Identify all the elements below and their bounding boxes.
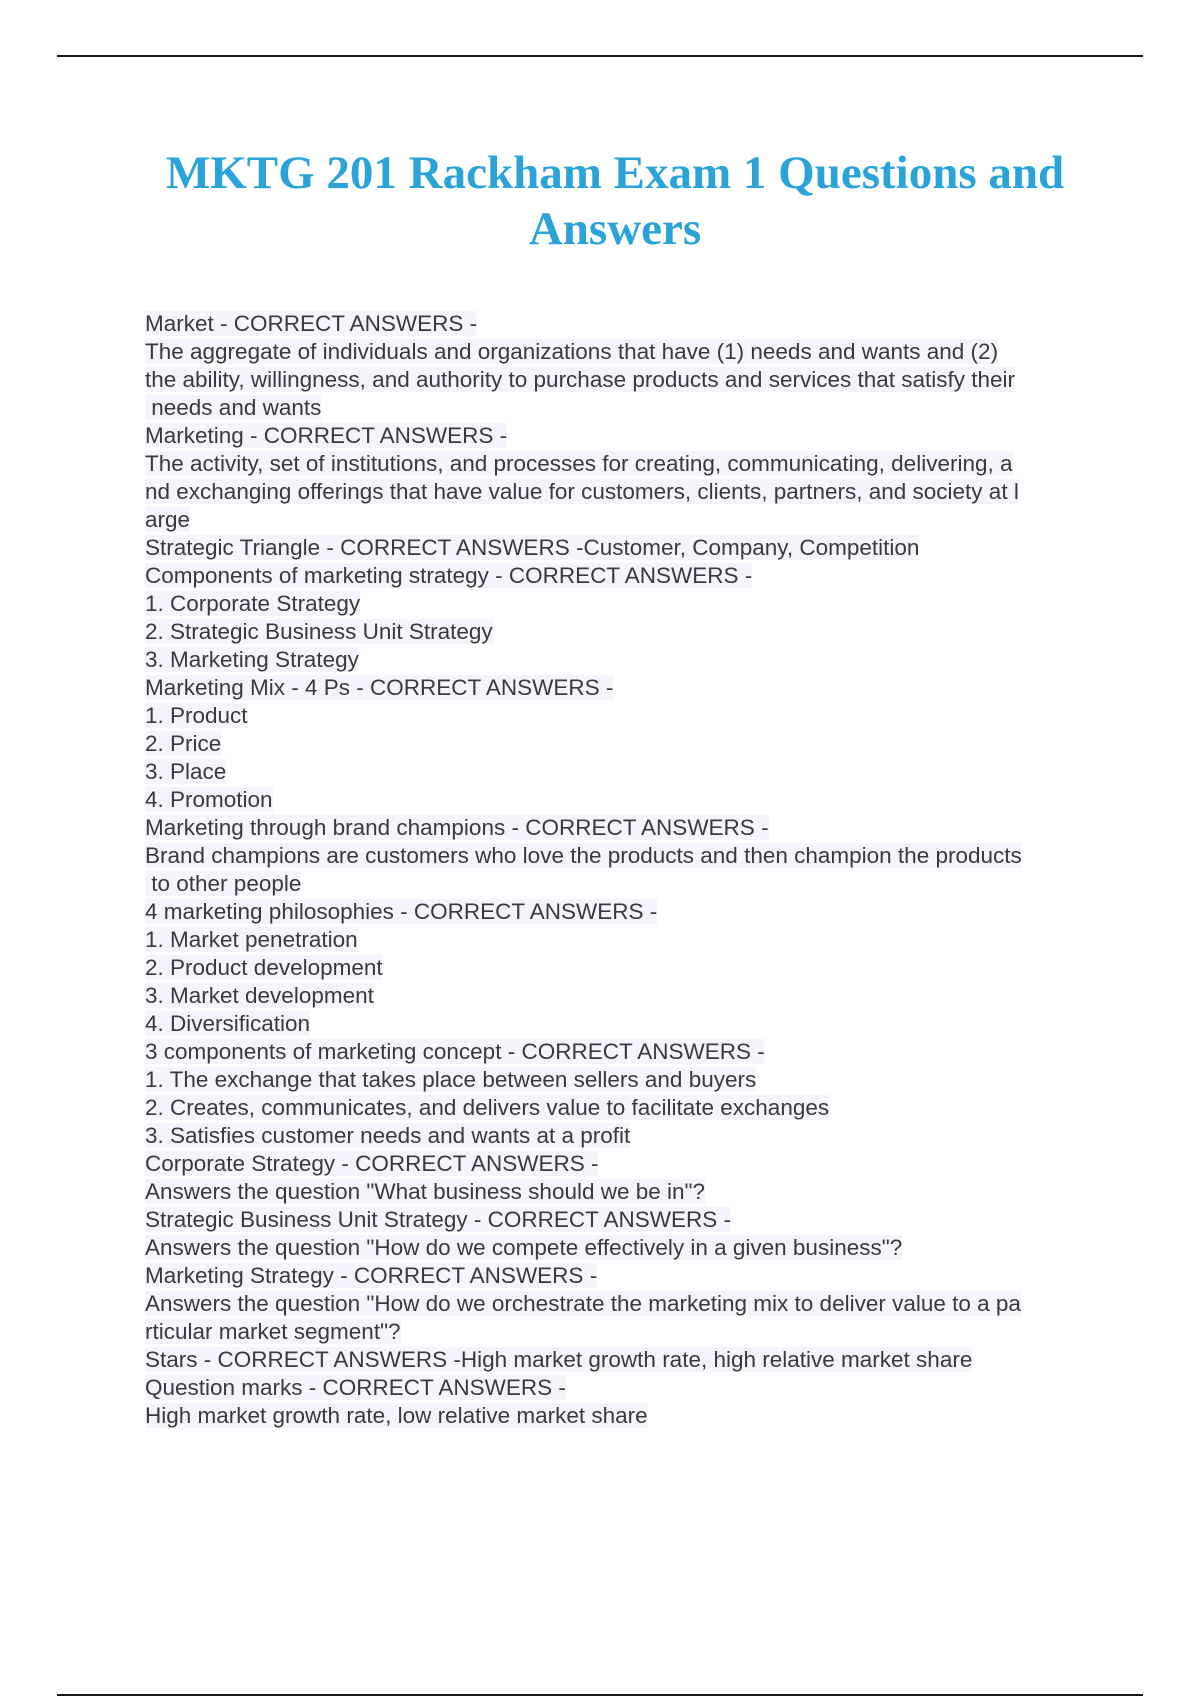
text-line: 3. Satisfies customer needs and wants at a profit [145,1123,631,1148]
text-line: Answers the question "What business should we be in"? [145,1179,706,1204]
text-line: needs and wants [145,395,322,420]
text-line: Marketing Strategy - CORRECT ANSWERS - [145,1263,598,1288]
text-line: Question marks - CORRECT ANSWERS - [145,1375,566,1400]
text-line: 3 components of marketing concept - CORRECT ANSWERS - [145,1039,765,1064]
text-line: 1. Product [145,703,248,728]
text-line: arge [145,507,191,532]
text-line: 3. Place [145,759,227,784]
text-line: 1. The exchange that takes place between sellers and buyers [145,1067,757,1092]
document-body [145,310,1095,1430]
text-line: nd exchanging offerings that have value for customers, clients, partners, and society at l [145,479,1019,504]
text-line: to other people [145,871,302,896]
text-line: High market growth rate, low relative market share [145,1403,648,1428]
text-line: 2. Strategic Business Unit Strategy [145,619,493,644]
text-line: rticular market segment"? [145,1319,401,1344]
text-line: Corporate Strategy - CORRECT ANSWERS - [145,1151,599,1176]
text-line: 2. Creates, communicates, and delivers value to facilitate exchanges [145,1095,830,1120]
text-line: 1. Market penetration [145,927,358,952]
text-line: the ability, willingness, and authority to purchase products and services that satisfy their [145,367,1016,392]
top-rule [57,55,1143,57]
text-line: 1. Corporate Strategy [145,591,361,616]
text-line: 3. Marketing Strategy [145,647,359,672]
text-line: Strategic Triangle - CORRECT ANSWERS -Customer, Company, Competition [145,535,920,560]
text-line: The aggregate of individuals and organizations that have (1) needs and wants and (2) [145,339,999,364]
text-line: 2. Product development [145,955,383,980]
text-line: Answers the question "How do we compete effectively in a given business"? [145,1235,903,1260]
text-line: The activity, set of institutions, and processes for creating, communicating, delivering, a [145,451,1013,476]
text-line: Marketing through brand champions - CORRECT ANSWERS - [145,815,769,840]
text-line: 2. Price [145,731,222,756]
text-line: Marketing - CORRECT ANSWERS - [145,423,508,448]
text-line: 3. Market development [145,983,374,1008]
text-line: 4. Promotion [145,787,273,812]
text-line: Answers the question "How do we orchestrate the marketing mix to deliver value to a pa [145,1291,1021,1316]
document-title: MKTG 201 Rackham Exam 1 Questions and Answers [165,147,1065,255]
text-line: Strategic Business Unit Strategy - CORRECT ANSWERS - [145,1207,731,1232]
text-line: Stars - CORRECT ANSWERS -High market growth rate, high relative market share [145,1347,973,1372]
text-line: 4 marketing philosophies - CORRECT ANSWERS - [145,899,658,924]
text-line: Market - CORRECT ANSWERS - [145,311,478,336]
text-line: Components of marketing strategy - CORRECT ANSWERS - [145,563,753,588]
bottom-rule [57,1694,1143,1696]
text-line: Brand champions are customers who love the products and then champion the products [145,843,1022,868]
text-line: Marketing Mix - 4 Ps - CORRECT ANSWERS - [145,675,614,700]
text-line: 4. Diversification [145,1011,311,1036]
